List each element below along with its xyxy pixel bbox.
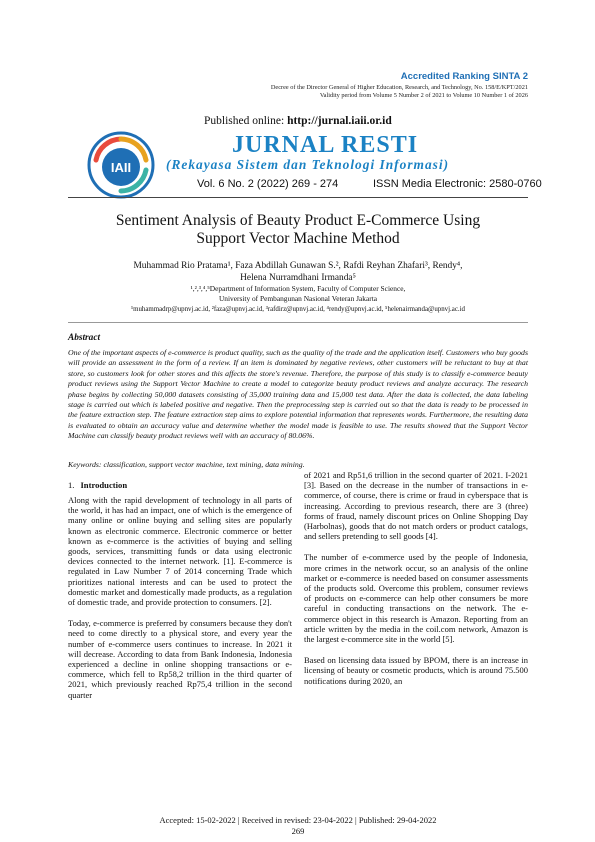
abstract-divider xyxy=(68,322,528,323)
validity-text: Validity period from Volume 5 Number 2 of 2021 to Volume 10 Number 1 of 2026 xyxy=(319,92,528,99)
author-emails: ¹muhammadrp@upnvj.ac.id, ²faza@upnvj.ac.id, ³rafdirz@upnvj.ac.id, ⁴rendy@upnvj.ac.id, ⁵helenairmanda@upnvj.ac.id xyxy=(131,306,465,313)
journal-volume: Vol. 6 No. 2 (2022) 269 - 274 xyxy=(197,178,339,190)
published-online xyxy=(204,115,392,127)
body-paragraph: Along with the rapid development of technology in all parts of the world, it has had an impact, one of which is the emergence of many online or online buying and selling sites are popularly known as electronic commerce. Electronic commerce or better known as e-commerce is the activities of buying and selling goods, services, transmitting funds or data using electronic devices connected to the internet network. [1]. E-commerce is regulated in Law Number 7 of 2014 concerning Trade which prioritizes national interests and can be used to protect the domestic market and domestically made products, as a regulation of domestic trade, and provide protection to consumers. [2]. xyxy=(68,495,292,608)
journal-issn: ISSN Media Electronic: 2580-0760 xyxy=(373,178,542,190)
iaii-logo xyxy=(86,130,156,200)
journal-subtitle: (Rekayasa Sistem dan Teknologi Informasi) xyxy=(166,157,450,172)
logo-text: IAII xyxy=(110,160,132,175)
body-paragraph: Based on licensing data issued by BPOM, there is an increase in licensing of beauty or cosmetic products, which is around 75.500 notifications during 2020, an xyxy=(304,655,528,686)
body-paragraph: Today, e-commerce is preferred by consumers because they don't need to come directly to a physical store, and every year the number of e-commerce users continues to increase. In 2021 it will decrease. According to data from Bank Indonesia, Indonesia experienced a decline in online shopping transactions or e-commerce, which fell to Rp58,2 trillion in the third quarter of 2021, which previously reached Rp75,4 trillion in the second quarter xyxy=(68,618,292,700)
section-title: Introduction xyxy=(80,480,128,490)
journal-title: JURNAL RESTI xyxy=(232,132,419,158)
abstract-text: One of the important aspects of e-commerce is product quality, such as the quality of the trade and the application itself. Customers who buy goods will provide an assessment in the form of a review. If an item is dominated by negative reviews, other customers will be reluctant to buy at that store, so customers look for other stores and this affects the store's revenue. Therefore, the purpose of this study is to classify e-commerce beauty product reviews using the Support Vector Machine to create a model to categorize beauty product reviews and analyze accuracy. The research phase begins by collecting 50,000 datasets consisting of 35,000 training data and 15,000 test data. After the data is collected, the data labeling stage is carried out which is labeled positive and negative. Then the preprocessing step is carried out so that the data is ready to be processed in the feature extraction step. The feature extraction step aims to explore potential information that represents words. Furthermore, the resulting data is evaluated to obtain an accuracy value and determine whether the model made is feasible to use. The results showed that the Support Vector Machine can classify beauty product reviews well with an accuracy of 80.06%. xyxy=(68,348,528,441)
body-paragraph: The number of e-commerce used by the people of Indonesia, more crimes in the network occur, so an analysis of the online market or e-commerce is needed based on consumer assessments of the products sold. Overcome this problem, consumer reviews of products on e-commerce can help other consumers be more careful in conducting transactions on the network. The e-commerce object in this research is Amazon. Reporting from an article written by the media in the coil.com network, Amazon is the largest e-commerce site in the world [5]. xyxy=(304,552,528,645)
paper-title-line: Support Vector Machine Method xyxy=(196,230,400,247)
paper-title xyxy=(68,212,528,248)
affiliation-line: University of Pembangunan Nasional Veteran Jakarta xyxy=(218,294,378,303)
page-number: 269 xyxy=(291,826,305,836)
paper-title-line: Sentiment Analysis of Beauty Product E-Commerce Using xyxy=(115,212,481,229)
decree-text: Decree of the Director General of Higher Education, Research, and Technology, No. 158/E/KPT/2021 xyxy=(270,84,528,91)
published-url-link[interactable]: http://jurnal.iaii.or.id xyxy=(287,115,392,127)
section-number: 1. xyxy=(68,480,75,490)
published-prefix: Published online: xyxy=(204,115,285,127)
body-column-left xyxy=(68,495,292,711)
publication-dates: Accepted: 15-02-2022 | Received in revised: 23-04-2022 | Published: 29-04-2022 xyxy=(159,815,437,825)
keywords: Keywords: classification, support vector machine, text mining, data mining. xyxy=(68,460,305,469)
affiliation xyxy=(68,284,528,304)
abstract-heading: Abstract xyxy=(68,333,101,343)
body-column-right xyxy=(304,470,528,697)
affiliation-line: ¹,²,³,⁴,⁵Department of Information System, Faculty of Computer Science, xyxy=(190,284,406,293)
author-list xyxy=(68,260,528,284)
accreditation-title: Accredited Ranking SINTA 2 xyxy=(400,71,528,82)
body-paragraph: of 2021 and Rp51,6 trillion in the second quarter of 2021. I-2021 [3]. Based on the decrease in the number of transactions in e-commerce, of course, there is crime or fraud in cyberspace that is increasing. According to previous research, there are 3 (three) forms of fraud, namely discount prices on Online Shopping Day (Harbolnas), goods that do not match orders or product catalogs, and sellers pretending to sell goods [4]. xyxy=(304,470,528,542)
section-heading xyxy=(68,480,127,490)
author-line: Muhammad Rio Pratama¹, Faza Abdillah Gunawan S.², Rafdi Reyhan Zhafari³, Rendy⁴, xyxy=(133,261,463,271)
author-line: Helena Nurramdhani Irmanda⁵ xyxy=(240,273,356,283)
header-divider xyxy=(68,197,528,198)
